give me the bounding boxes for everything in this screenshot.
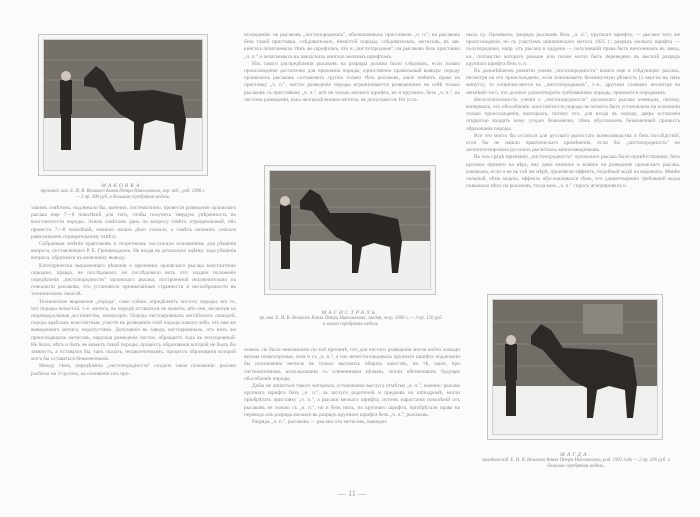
figure-description: производ. кав. Е. И. В. Великаго Князя Петра Николаевича, вор. коб., род. 1908 г. — 2 пр. 300 руб. и большая серебряная медаль. [40,189,206,200]
figure-caption-makovka [38,183,208,201]
figure-title: МАГИСТРАЛЬ. [321,310,381,316]
paragraph: такимъ совѣтомъ; надлежало бы, конечно, систематично, провести разведеніе орловскаго рысака еще 7—8 поколѣній для того, чтобы получить твердую увѣренность въ константности породы. Этимъ совѣтомъ данъ по вопросу отвѣтъ отрицательный, ибо провести 7—8 поколѣній, значило начать дѣло сначала, а совѣтъ начинать сначала равнозначенъ отрицательному отвѣту. [31,205,236,240]
paragraph: Между тѣмъ, опредѣленіе „чистопородности" создало такое положеніе: рысаки разбиты на 3 группы, на основаніи ихъ про- [31,363,236,377]
photo-magistral [264,165,436,295]
figure-description: пр. кав. Е. И. В. Великаго Князя Петра Николаевича, гнедая, жер. 1908 г. — 3 пр. 150 руб. и малая серебряная медаль. [259,316,443,327]
paragraph: Изъ такого распредѣленія рысаковъ на разряды должно было слѣдовать, если только происхожденіе достаточно для признанія породы, единственно правильный выводъ: породу орловскихъ рысаковъ составляетъ группа только тѣхъ рысаковъ, какіе имѣютъ право на приставку „ч. п.", чистое разведеніе породы ограничивается разведеніемъ въ себѣ только рысаковъ съ приставкою „ч. п.", всѣ не только мелкаго шрифта, но и крупнаго, безъ „ч. п.", въ чистомъ разведеніи, какъ неопредѣленные метисы, не допускаются. Но уста- [244,60,460,103]
paragraph: исхожденія: на рысаковъ „чистопородныхъ", обозначаемыхъ приставкою „ч. п."; на рысаковъ безъ такой приставки, слѣдовательно, нечистой породы, слѣдовательно, метисовъ, въ зав. книгахъ печатаемыхъ тѣмъ же шрифтомъ, что и „чистопородные"; на рысаковъ безъ приставки „ч. п." и печатаемыхъ въ заводскихъ книгахъ мелкимъ шрифтомъ. [244,32,460,60]
paragraph: Собранныя мнѣнія практиковъ и теоретиковъ послужили основаніемъ для рѣшенія вопроса, поставленнаго Р. Е. Гринвальдомъ. Не входя въ детальную оцѣнку хода рѣшенія вопроса, обратимся къ конечному выводу. [31,241,236,262]
figure-title: МАКОВКА. [101,183,145,189]
figure-description: заводная коб. Е. И. В. Великаго Князя Петра Николаевича, род. 1902 года — 2 пр. 200 руб. и большая серебряная медаль. [482,458,670,469]
page-number: — 11 — [338,489,366,498]
paragraph: новить сіе было невозможно по той причинѣ, что для чистаго разведенія могли войти лошади весьма низкосортныя, хотя и съ „ч. п.", а изъ нечистопородныхъ крупнаго шрифта подлежали бы исключенію метисы не только высокихъ общихъ качествъ, но тѣ, какіе, при систематичномъ использованіи съ племенными цѣлями, могли обезпечивать будущее обособленіе породы. [244,347,460,382]
text-column-middle-top [244,32,460,162]
paragraph: ныхъ гр. Орловымъ; разрядъ рысаковъ безъ „ч. п.", крупнаго шрифта, — рысаки того же происхожденія, но съ участіемъ шишкинскаго метиса 1825 г.; разрядъ мелкаго шрифта — полупородные, напр. отъ рысака и арддена — получившій права быть внесеннымъ въ завод. кн., потомство котораго раньше или позже могло быть переведено въ высшій разрядъ крупнаго шрифта безъ ч. п. [466,32,680,67]
paragraph: Въ ихъ средѣ признаніе „чистопородности" орловскаго рысака было привѣтствовано, безъ критики принято на вѣру, ему дано значеніе и вліяніе на разведеніе орловскаго рысака, каковымъ, если и не въ той же мѣрѣ, произвели эффектъ, подобный модѣ на вороныхъ. Менѣе сильный, чѣмъ модою, эффектъ обусловливался тѣмъ, что удовлетвореніе требованій моды повышало цѣну на рысаковъ, тогда какъ „ч. п." спросъ игнорировалъ и [466,154,680,190]
paragraph: Категорически выраженнаго рѣшенія о признаніи орловскаго рысака константною породою, правда, не послѣдовало, но послѣдовало вотъ что: издано положеніе опредѣленія „чистопородности" орловскаго рысака, построенной исключительно на генеалогіи рысаковъ, что установило чрезвычайныя странности и несообразности въ техническомъ смыслѣ. [31,262,236,298]
figure-caption-magistral [258,310,444,328]
paragraph: Техническое выраженіе „порода", само собою, опредѣляетъ чистоту породы; все то, что породы нечистой, т.-е. метисъ, въ породѣ оставаться не можетъ, ибо оно, несмотря на индивидуальныя достоинства, непородно. Порода чистокровныхъ англійскихъ лошадей, порода арабская, константныя; участіе въ разведеніи этой породы какого-либо, отъ нея же выведеннаго метиса, недопустимо. Допущеніе въ заводъ чистокровныхъ, отъ нихъ же происходящихъ метисовъ, нарушая разведеніе чистое, обращаетъ ходъ въ полукровный. Не было, нѣтъ и быть не можетъ такой породы, процессъ образованія которой не былъ бы замкнутъ, а оставался бы, такъ сказать, незаконченнымъ, процессъ образованія которой могъ бы оставаться безконечнымъ. [31,298,236,363]
text-column-left [31,205,236,470]
horse-photograph-image [492,299,658,435]
figure-title: МАГДА. [560,452,592,458]
paragraph: Дабы не лишиться такого матеріала, установлена выслуга отмѣтки „ч. п.", именно: рысаки крупнаго шрифта безъ „ч. п.", за заслуги родителей и предковъ на ипподромѣ, могли пріобрѣтать приставку „ч. п.", а рысаки мелкаго шрифта, путемъ нарастанія поколѣній отъ рысаковъ не только съ „ч. п.", но и безъ нихъ, но крупнаго шрифта, пріобрѣтали права на переводъ изъ разряда мелкаго въ разрядъ крупнаго шрифта безъ „ч. п.", рысаковъ. [244,383,460,418]
text-column-right [466,32,680,297]
text-column-middle-bottom [244,347,460,482]
figure-caption-magda [482,452,670,470]
horse-photograph-image [269,170,431,290]
photo-makovka [38,34,208,176]
paragraph: Несостоятельность ученія о „чистопородности" орловскаго рысака очевидна, потому, вопервыхъ, что обособленіе, константность породы не можетъ быть установлена на основаніи только происхожденія, вовторыхъ, потому что, для входа въ породу, дверь оставлена открытою входить кому угодно безконечно, чѣмъ обусловленъ безконечный процессъ образованія породы. [466,96,680,132]
paragraph: Разрядъ „ч. п.", рысаковъ — рысаки отъ метисовъ, выведен- [252,419,388,426]
paragraph: Все это могло бы остаться для русскаго рысистаго коннозаводства и безъ послѣдствій, если бы не нашло практическаго примѣненія, если бы „чистопородность" не загипнотизировала русскихъ рысистыхъ коннозаводчиковъ. [466,132,680,154]
paragraph: Въ дальнѣйшемъ развитіи ученія „чистопородности" вошло еще и слѣдующее: рысакъ, несмотря на его происхожденіе, если показываетъ безминутную рѣзвость (3 версты въ пять минутъ), то сопричисляется къ „чистопороднымъ", т.-е., другими словами: несмотря на неимѣніе того, что должно удовлетворить требованіямъ породы, признается породнымъ. [466,68,680,96]
photo-magda [487,294,663,440]
horse-photograph-image [43,39,203,171]
